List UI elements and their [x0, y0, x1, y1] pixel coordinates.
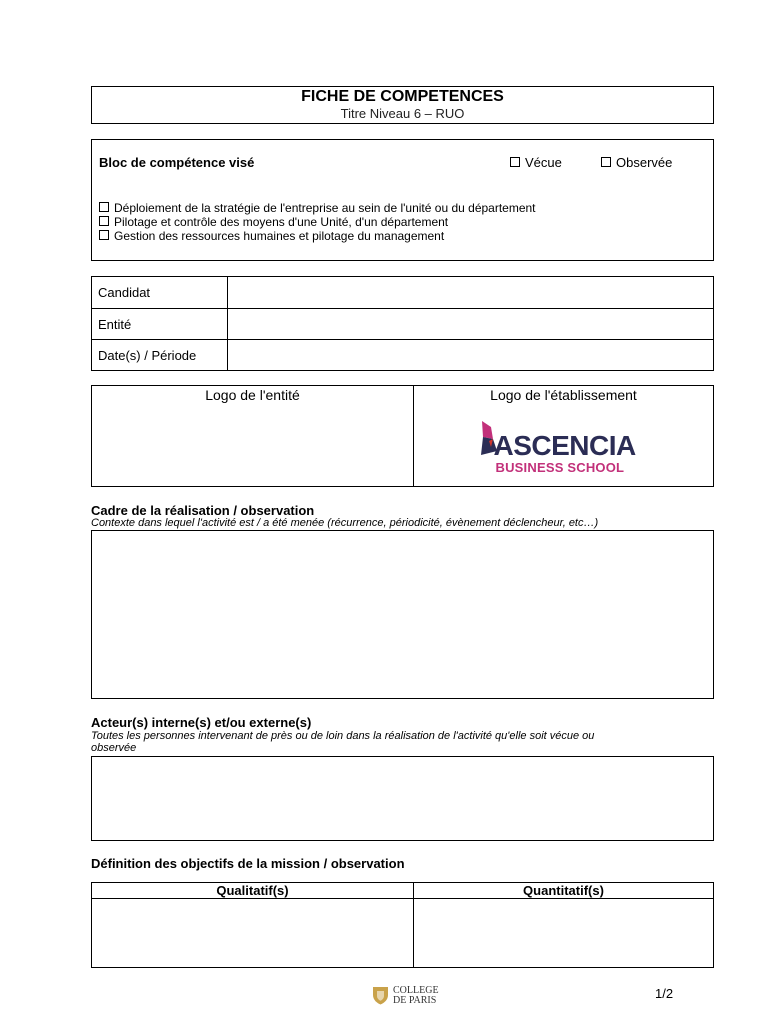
table-row [92, 309, 714, 340]
vecue-label: Vécue [525, 155, 562, 170]
logos-table [91, 385, 714, 487]
ascencia-tagline: BUSINESS SCHOOL [495, 460, 625, 475]
cadre-hint: Contexte dans lequel l'activité est / a été menée (récurrence, périodicité, évènement déclencheur, etc…) [91, 517, 599, 529]
checkbox[interactable] [99, 216, 109, 226]
bloc-item-label: Gestion des ressources humaines et pilotage du management [114, 229, 445, 243]
vecue-checkbox[interactable] [510, 157, 520, 167]
entite-label: Entité [92, 309, 228, 340]
bloc-item-label: Déploiement de la stratégie de l'entreprise au sein de l'unité ou du département [114, 201, 536, 215]
college-de-paris-logo [372, 985, 452, 1007]
bloc-item-deploiement[interactable] [99, 201, 536, 215]
table-row [92, 340, 714, 371]
title-box [91, 86, 714, 124]
qualitatif-field[interactable] [92, 899, 414, 968]
document-subtitle: Titre Niveau 6 – RUO [340, 106, 465, 121]
ascencia-logo [479, 417, 649, 479]
candidat-label: Candidat [92, 277, 228, 309]
qualitatif-header: Qualitatif(s) [92, 883, 414, 899]
college-label: COLLEGE [393, 985, 439, 996]
vecue-option[interactable] [510, 155, 562, 170]
observee-checkbox[interactable] [601, 157, 611, 167]
document-title: FICHE DE COMPETENCES [301, 88, 504, 105]
checkbox[interactable] [99, 202, 109, 212]
de-paris-label: DE PARIS [393, 995, 437, 1006]
acteurs-field[interactable] [91, 756, 714, 841]
checkbox[interactable] [99, 230, 109, 240]
acteurs-heading: Acteur(s) interne(s) et/ou externe(s) [91, 715, 312, 730]
quantitatif-header: Quantitatif(s) [414, 883, 714, 899]
bloc-label: Bloc de compétence visé [99, 155, 255, 170]
candidat-field[interactable] [228, 277, 714, 309]
cadre-field[interactable] [91, 530, 714, 699]
quantitatif-field[interactable] [414, 899, 714, 968]
ascencia-wordmark: ASCENCIA [493, 430, 636, 461]
entite-field[interactable] [228, 309, 714, 340]
table-row [92, 277, 714, 309]
table-row [92, 899, 714, 968]
competence-bloc-box [91, 139, 714, 261]
school-logo-cell [414, 386, 714, 487]
entity-logo-label: Logo de l'entité [205, 387, 300, 403]
observee-option[interactable] [601, 155, 672, 170]
cadre-heading: Cadre de la réalisation / observation [91, 503, 315, 518]
page-number: 1/2 [655, 986, 674, 1001]
bloc-item-gestion[interactable] [99, 229, 444, 243]
acteurs-hint-line2: observée [91, 742, 137, 754]
dates-field[interactable] [228, 340, 714, 371]
objectifs-heading: Définition des objectifs de la mission / observation [91, 856, 405, 871]
candidate-info-table [91, 276, 714, 371]
bloc-item-pilotage[interactable] [99, 215, 448, 229]
dates-label: Date(s) / Période [92, 340, 228, 371]
table-header-row [92, 883, 714, 899]
bloc-item-label: Pilotage et contrôle des moyens d'une Unité, d'un département [114, 215, 449, 229]
school-logo-label: Logo de l'établissement [490, 387, 637, 403]
acteurs-hint-line1: Toutes les personnes intervenant de près ou de loin dans la réalisation de l'activité qu'elle soit vécue ou [91, 730, 595, 742]
observee-label: Observée [616, 155, 673, 170]
objectifs-table [91, 882, 714, 968]
entity-logo-cell [92, 386, 414, 487]
shield-icon [372, 986, 389, 1005]
